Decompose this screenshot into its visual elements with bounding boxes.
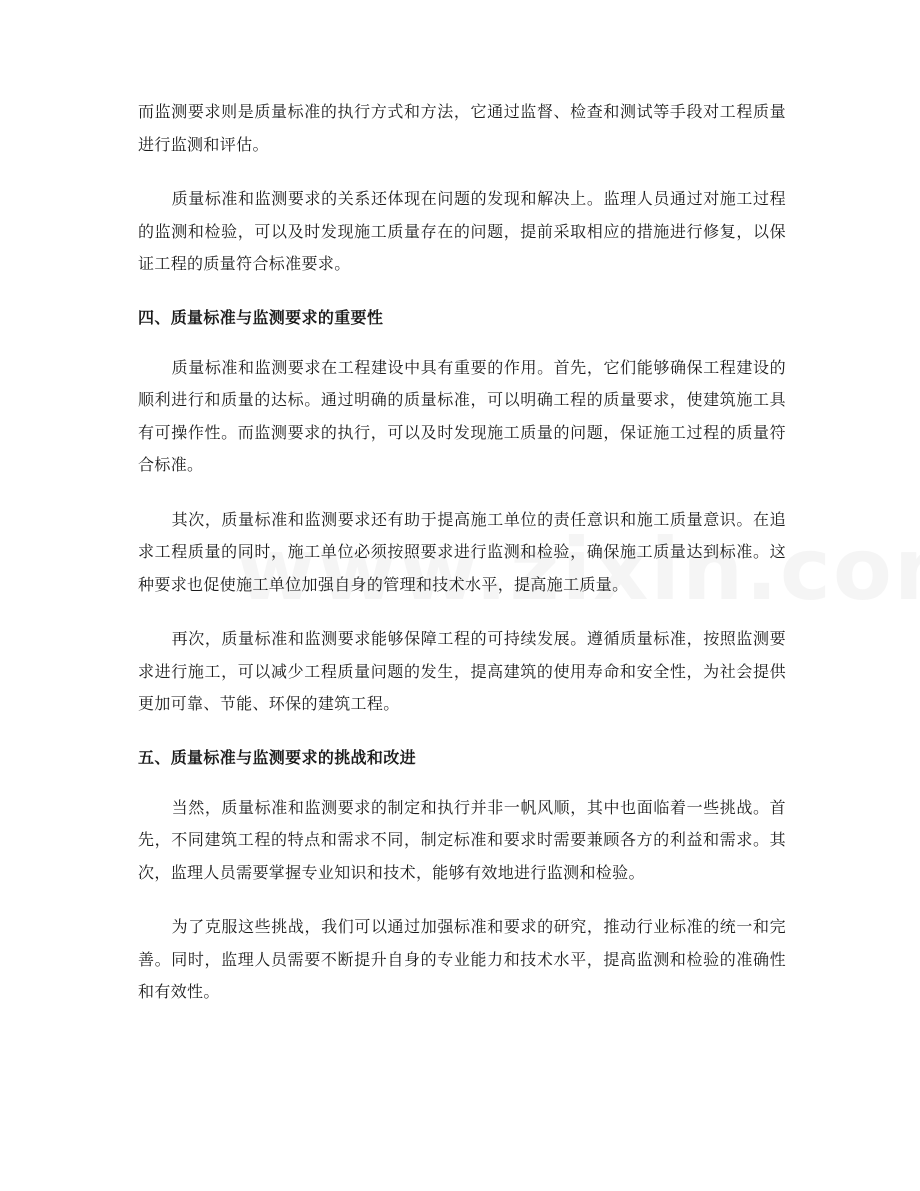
section-heading-5: 五、质量标准与监测要求的挑战和改进 bbox=[138, 747, 416, 767]
section-heading-4: 四、质量标准与监测要求的重要性 bbox=[138, 307, 384, 327]
paragraph-7: 为了克服这些挑战，我们可以通过加强标准和要求的研究，推动行业标准的统一和完善。同时，监理人员需要不断提升自身的专业能力和技术水平，提高监测和检验的准确性和有效性。 bbox=[138, 917, 786, 1001]
paragraph-4: 其次，质量标准和监测要求还有助于提高施工单位的责任意识和施工质量意识。在追求工程质量的同时，施工单位必须按照要求进行监测和检验，确保施工质量达到标准。这种要求也促使施工单位加强自身的管理和技术水平，提高施工质量。 bbox=[138, 509, 786, 594]
document-body bbox=[138, 96, 786, 1031]
paragraph-5: 再次，质量标准和监测要求能够保障工程的可持续发展。遵循质量标准，按照监测要求进行施工，可以减少工程质量问题的发生，提高建筑的使用寿命和安全性，为社会提供更加可靠、节能、环保的建筑工程。 bbox=[138, 629, 786, 713]
paragraph-1: 而监测要求则是质量标准的执行方式和方法，它通过监督、检查和测试等手段对工程质量进行监测和评估。 bbox=[138, 102, 786, 154]
paragraph-2: 质量标准和监测要求的关系还体现在问题的发现和解决上。监理人员通过对施工过程的监测和检验，可以及时发现施工质量存在的问题，提前采取相应的措施进行修复，以保证工程的质量符合标准要求。 bbox=[138, 189, 786, 273]
paragraph-6: 当然，质量标准和监测要求的制定和执行并非一帆风顺，其中也面临着一些挑战。首先，不同建筑工程的特点和需求不同，制定标准和要求时需要兼顾各方的利益和需求。其次，监理人员需要掌握专业知识和技术，能够有效地进行监测和检验。 bbox=[138, 797, 786, 882]
paragraph-3: 质量标准和监测要求在工程建设中具有重要的作用。首先，它们能够确保工程建设的顺利进行和质量的达标。通过明确的质量标准，可以明确工程的质量要求，使建筑施工具有可操作性。而监测要求的执行，可以及时发现施工质量的问题，保证施工过程的质量符合标准。 bbox=[138, 357, 786, 474]
